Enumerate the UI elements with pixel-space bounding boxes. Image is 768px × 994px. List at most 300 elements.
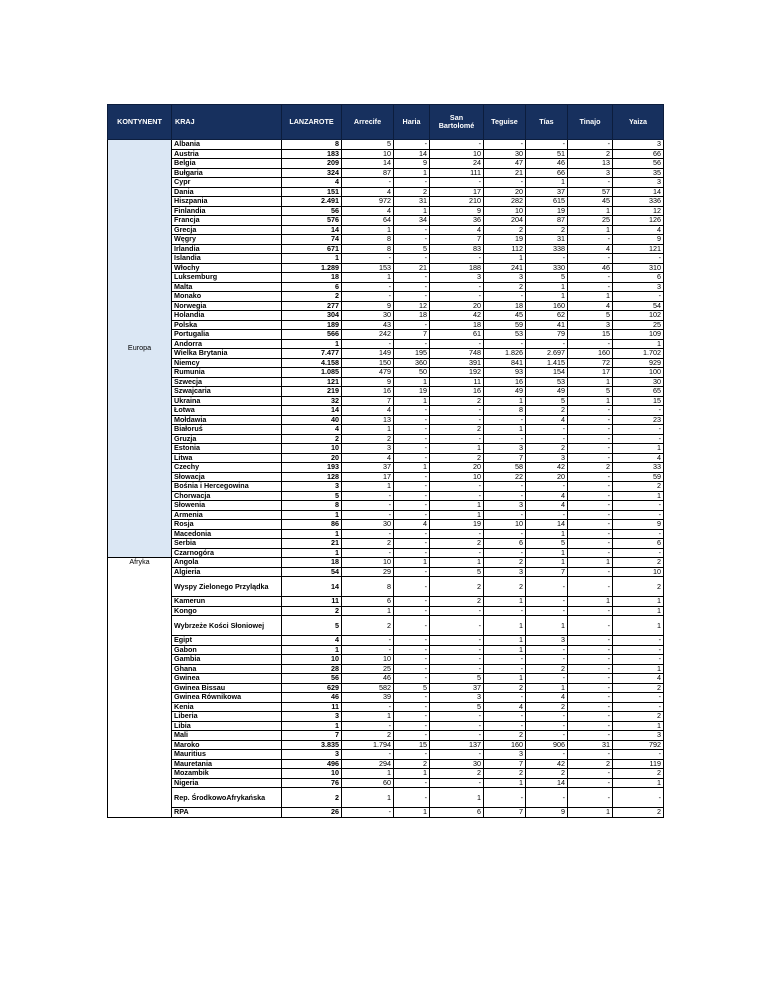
value-cell: 4 <box>613 674 664 684</box>
value-cell: 4 <box>342 453 394 463</box>
value-cell: - <box>342 292 394 302</box>
value-cell: 3 <box>484 444 526 454</box>
total-cell: 5 <box>282 491 342 501</box>
header-tinajo: Tinajo <box>568 105 613 140</box>
total-cell: 4 <box>282 425 342 435</box>
value-cell: - <box>394 434 430 444</box>
value-cell: 2 <box>613 808 664 818</box>
value-cell: 72 <box>568 358 613 368</box>
value-cell: - <box>342 529 394 539</box>
country-cell: Cypr <box>172 178 282 188</box>
value-cell: 1 <box>484 254 526 264</box>
value-cell: - <box>526 788 568 808</box>
table-row <box>108 491 664 501</box>
table-row <box>108 301 664 311</box>
country-cell: Gwinea Bissau <box>172 683 282 693</box>
country-cell: Albania <box>172 140 282 150</box>
value-cell: - <box>568 539 613 549</box>
country-cell: Estonia <box>172 444 282 454</box>
value-cell: 2 <box>526 702 568 712</box>
value-cell: - <box>430 482 484 492</box>
value-cell: 160 <box>568 349 613 359</box>
value-cell: - <box>484 339 526 349</box>
country-cell: Wyspy Zielonego Przylądka <box>172 577 282 597</box>
value-cell: - <box>568 472 613 482</box>
total-cell: 1 <box>282 339 342 349</box>
value-cell: - <box>394 664 430 674</box>
value-cell: 87 <box>342 168 394 178</box>
value-cell: 16 <box>484 377 526 387</box>
value-cell: - <box>526 510 568 520</box>
value-cell: - <box>484 655 526 665</box>
value-cell: - <box>526 712 568 722</box>
table-row <box>108 254 664 264</box>
value-cell: 1.794 <box>342 740 394 750</box>
value-cell: 3 <box>613 140 664 150</box>
value-cell: - <box>394 273 430 283</box>
value-cell: 121 <box>613 244 664 254</box>
total-cell: 5 <box>282 616 342 636</box>
value-cell: 1 <box>613 616 664 636</box>
value-cell: - <box>568 254 613 264</box>
value-cell: 1 <box>484 636 526 646</box>
value-cell: - <box>430 548 484 558</box>
country-cell: Luksemburg <box>172 273 282 283</box>
country-cell: Grecja <box>172 225 282 235</box>
value-cell: 2 <box>342 434 394 444</box>
value-cell: - <box>394 510 430 520</box>
table-row <box>108 463 664 473</box>
table-row <box>108 501 664 511</box>
value-cell: - <box>394 501 430 511</box>
value-cell: 43 <box>342 320 394 330</box>
value-cell: 65 <box>613 387 664 397</box>
table-row <box>108 808 664 818</box>
value-cell: - <box>394 529 430 539</box>
table-row <box>108 197 664 207</box>
total-cell: 2 <box>282 788 342 808</box>
value-cell: 310 <box>613 263 664 273</box>
value-cell: 45 <box>568 197 613 207</box>
country-cell: Finlandia <box>172 206 282 216</box>
value-cell: 79 <box>526 330 568 340</box>
value-cell: - <box>430 434 484 444</box>
country-cell: Gambia <box>172 655 282 665</box>
value-cell: - <box>526 425 568 435</box>
value-cell: - <box>430 655 484 665</box>
value-cell: - <box>568 510 613 520</box>
value-cell: 5 <box>568 387 613 397</box>
country-cell: Irlandia <box>172 244 282 254</box>
value-cell: 21 <box>394 263 430 273</box>
value-cell: - <box>484 415 526 425</box>
total-cell: 121 <box>282 377 342 387</box>
value-cell: 330 <box>526 263 568 273</box>
total-cell: 3 <box>282 750 342 760</box>
value-cell: - <box>342 282 394 292</box>
value-cell: 53 <box>526 377 568 387</box>
header-arrecife: Arrecife <box>342 105 394 140</box>
value-cell: - <box>394 444 430 454</box>
value-cell: - <box>526 254 568 264</box>
value-cell: 2 <box>484 731 526 741</box>
value-cell: 137 <box>430 740 484 750</box>
total-cell: 46 <box>282 693 342 703</box>
country-cell: Dania <box>172 187 282 197</box>
value-cell: 4 <box>568 301 613 311</box>
value-cell: 10 <box>484 520 526 530</box>
value-cell: 3 <box>568 320 613 330</box>
country-cell: Mauretania <box>172 759 282 769</box>
value-cell: - <box>613 434 664 444</box>
country-cell: Ukraina <box>172 396 282 406</box>
value-cell: 2 <box>484 225 526 235</box>
value-cell: 2 <box>430 597 484 607</box>
value-cell: 1 <box>342 273 394 283</box>
country-cell: Czechy <box>172 463 282 473</box>
value-cell: 15 <box>394 740 430 750</box>
table-row <box>108 206 664 216</box>
value-cell: - <box>394 712 430 722</box>
value-cell: 9 <box>613 520 664 530</box>
total-cell: 32 <box>282 396 342 406</box>
total-cell: 219 <box>282 387 342 397</box>
value-cell: 195 <box>394 349 430 359</box>
value-cell: - <box>484 510 526 520</box>
country-cell: Armenia <box>172 510 282 520</box>
country-cell: Mozambik <box>172 769 282 779</box>
value-cell: 1 <box>526 292 568 302</box>
value-cell: - <box>394 577 430 597</box>
value-cell: 31 <box>394 197 430 207</box>
value-cell: 39 <box>342 693 394 703</box>
total-cell: 2 <box>282 606 342 616</box>
value-cell: 4 <box>484 702 526 712</box>
value-cell: - <box>568 683 613 693</box>
value-cell: - <box>342 254 394 264</box>
table-row <box>108 567 664 577</box>
value-cell: 2 <box>526 225 568 235</box>
value-cell: - <box>484 434 526 444</box>
country-cell: Austria <box>172 149 282 159</box>
total-cell: 11 <box>282 702 342 712</box>
value-cell: - <box>568 235 613 245</box>
value-cell: 1 <box>568 396 613 406</box>
value-cell: - <box>430 406 484 416</box>
table-row <box>108 482 664 492</box>
value-cell: - <box>613 655 664 665</box>
value-cell: 1 <box>526 558 568 568</box>
value-cell: 2 <box>484 558 526 568</box>
value-cell: 3 <box>526 636 568 646</box>
value-cell: 8 <box>484 406 526 416</box>
value-cell: 2 <box>568 759 613 769</box>
total-cell: 193 <box>282 463 342 473</box>
table-row <box>108 520 664 530</box>
value-cell: - <box>526 577 568 597</box>
value-cell: 23 <box>613 415 664 425</box>
table-row <box>108 396 664 406</box>
value-cell: 294 <box>342 759 394 769</box>
total-cell: 8 <box>282 501 342 511</box>
value-cell: 4 <box>613 225 664 235</box>
value-cell: - <box>613 693 664 703</box>
value-cell: 154 <box>526 368 568 378</box>
value-cell: - <box>568 529 613 539</box>
value-cell: 1 <box>394 769 430 779</box>
value-cell: 10 <box>342 558 394 568</box>
value-cell: 1 <box>430 444 484 454</box>
table-row <box>108 330 664 340</box>
value-cell: 66 <box>526 168 568 178</box>
value-cell: - <box>526 645 568 655</box>
value-cell: 9 <box>526 808 568 818</box>
value-cell: 792 <box>613 740 664 750</box>
table-row <box>108 282 664 292</box>
total-cell: 14 <box>282 406 342 416</box>
value-cell: 336 <box>613 197 664 207</box>
country-cell: Mali <box>172 731 282 741</box>
value-cell: 1 <box>613 491 664 501</box>
value-cell: 4 <box>568 244 613 254</box>
value-cell: 3 <box>342 444 394 454</box>
value-cell: - <box>342 501 394 511</box>
value-cell: 7 <box>484 453 526 463</box>
value-cell: 6 <box>342 597 394 607</box>
value-cell: 1 <box>342 606 394 616</box>
value-cell: - <box>484 292 526 302</box>
value-cell: 160 <box>484 740 526 750</box>
table-row <box>108 702 664 712</box>
value-cell: 42 <box>526 759 568 769</box>
value-cell: - <box>394 788 430 808</box>
country-cell: Libia <box>172 721 282 731</box>
value-cell: - <box>394 721 430 731</box>
value-cell: 59 <box>484 320 526 330</box>
value-cell: - <box>394 702 430 712</box>
value-cell: 2 <box>430 396 484 406</box>
total-cell: 3 <box>282 712 342 722</box>
table-row <box>108 244 664 254</box>
country-cell: RPA <box>172 808 282 818</box>
value-cell: - <box>526 339 568 349</box>
table-row <box>108 140 664 150</box>
value-cell: 5 <box>568 311 613 321</box>
value-cell: 41 <box>526 320 568 330</box>
value-cell: - <box>613 510 664 520</box>
total-cell: 8 <box>282 140 342 150</box>
table-row <box>108 292 664 302</box>
value-cell: - <box>568 606 613 616</box>
value-cell: 19 <box>484 235 526 245</box>
country-cell: Algieria <box>172 567 282 577</box>
value-cell: 1 <box>394 377 430 387</box>
value-cell: 6 <box>484 539 526 549</box>
value-cell: - <box>484 491 526 501</box>
value-cell: - <box>484 178 526 188</box>
value-cell: - <box>613 529 664 539</box>
value-cell: 929 <box>613 358 664 368</box>
country-cell: Portugalia <box>172 330 282 340</box>
value-cell: 149 <box>342 349 394 359</box>
value-cell: 30 <box>484 149 526 159</box>
value-cell: - <box>484 693 526 703</box>
value-cell: 19 <box>526 206 568 216</box>
value-cell: 2 <box>342 539 394 549</box>
country-cell: Islandia <box>172 254 282 264</box>
value-cell: 1 <box>613 778 664 788</box>
total-cell: 277 <box>282 301 342 311</box>
value-cell: - <box>394 178 430 188</box>
table-row <box>108 712 664 722</box>
total-cell: 2.491 <box>282 197 342 207</box>
value-cell: 18 <box>430 320 484 330</box>
value-cell: 7 <box>526 567 568 577</box>
value-cell: 102 <box>613 311 664 321</box>
table-row <box>108 769 664 779</box>
value-cell: 3 <box>484 750 526 760</box>
value-cell: - <box>394 339 430 349</box>
value-cell: - <box>430 721 484 731</box>
value-cell: - <box>568 501 613 511</box>
country-cell: Słowacja <box>172 472 282 482</box>
value-cell: 58 <box>484 463 526 473</box>
value-cell: 1 <box>613 606 664 616</box>
value-cell: 16 <box>430 387 484 397</box>
total-cell: 10 <box>282 444 342 454</box>
country-cell: Mołdawia <box>172 415 282 425</box>
table-row <box>108 597 664 607</box>
value-cell: - <box>394 616 430 636</box>
value-cell: 6 <box>430 808 484 818</box>
value-cell: 11 <box>430 377 484 387</box>
table-row <box>108 339 664 349</box>
value-cell: 53 <box>484 330 526 340</box>
value-cell: 2 <box>484 769 526 779</box>
value-cell: - <box>568 664 613 674</box>
value-cell: 35 <box>613 168 664 178</box>
value-cell: - <box>568 282 613 292</box>
country-cell: Kamerun <box>172 597 282 607</box>
value-cell: 17 <box>342 472 394 482</box>
value-cell: - <box>394 655 430 665</box>
total-cell: 566 <box>282 330 342 340</box>
value-cell: - <box>568 453 613 463</box>
value-cell: - <box>613 636 664 646</box>
total-cell: 2 <box>282 434 342 444</box>
value-cell: - <box>526 731 568 741</box>
value-cell: 1 <box>430 510 484 520</box>
value-cell: 10 <box>484 206 526 216</box>
value-cell: 1 <box>526 178 568 188</box>
country-cell: Serbia <box>172 539 282 549</box>
total-cell: 1 <box>282 529 342 539</box>
value-cell: 1 <box>613 339 664 349</box>
value-cell: 841 <box>484 358 526 368</box>
value-cell: 126 <box>613 216 664 226</box>
value-cell: 15 <box>613 396 664 406</box>
country-cell: Chorwacja <box>172 491 282 501</box>
value-cell: - <box>568 788 613 808</box>
value-cell: 2 <box>613 558 664 568</box>
value-cell: - <box>394 254 430 264</box>
value-cell: - <box>568 702 613 712</box>
value-cell: - <box>342 636 394 646</box>
value-cell: 2 <box>568 149 613 159</box>
value-cell: 100 <box>613 368 664 378</box>
country-cell: Belgia <box>172 159 282 169</box>
value-cell: 4 <box>613 453 664 463</box>
value-cell: 25 <box>342 664 394 674</box>
value-cell: 46 <box>342 674 394 684</box>
total-cell: 189 <box>282 320 342 330</box>
table-row <box>108 406 664 416</box>
value-cell: 10 <box>613 567 664 577</box>
value-cell: 12 <box>613 206 664 216</box>
value-cell: 42 <box>526 463 568 473</box>
table-row <box>108 529 664 539</box>
table-row <box>108 387 664 397</box>
table-row <box>108 606 664 616</box>
value-cell: 4 <box>526 491 568 501</box>
value-cell: - <box>394 225 430 235</box>
value-cell: 19 <box>394 387 430 397</box>
table-row <box>108 263 664 273</box>
value-cell: 119 <box>613 759 664 769</box>
value-cell: 112 <box>484 244 526 254</box>
table-row <box>108 731 664 741</box>
total-cell: 3.835 <box>282 740 342 750</box>
value-cell: 2.697 <box>526 349 568 359</box>
value-cell: - <box>394 597 430 607</box>
table-row <box>108 740 664 750</box>
value-cell: 46 <box>568 263 613 273</box>
total-cell: 629 <box>282 683 342 693</box>
value-cell: 20 <box>430 301 484 311</box>
header-kraj: KRAJ <box>172 105 282 140</box>
table-row <box>108 358 664 368</box>
value-cell: 5 <box>526 396 568 406</box>
value-cell: - <box>613 292 664 302</box>
value-cell: 1 <box>394 396 430 406</box>
value-cell: 1.415 <box>526 358 568 368</box>
value-cell: 10 <box>430 472 484 482</box>
table-row <box>108 216 664 226</box>
value-cell: - <box>568 444 613 454</box>
country-cell: Angola <box>172 558 282 568</box>
value-cell: 50 <box>394 368 430 378</box>
value-cell: - <box>342 808 394 818</box>
value-cell: 13 <box>568 159 613 169</box>
table-row <box>108 788 664 808</box>
value-cell: - <box>568 693 613 703</box>
value-cell: 29 <box>342 567 394 577</box>
value-cell: 16 <box>342 387 394 397</box>
country-cell: Białoruś <box>172 425 282 435</box>
value-cell: - <box>394 491 430 501</box>
total-cell: 1 <box>282 645 342 655</box>
country-cell: Liberia <box>172 712 282 722</box>
value-cell: 10 <box>430 149 484 159</box>
value-cell: 2 <box>394 187 430 197</box>
value-cell: 4 <box>526 501 568 511</box>
total-cell: 56 <box>282 674 342 684</box>
value-cell: 1 <box>430 788 484 808</box>
value-cell: - <box>613 406 664 416</box>
value-cell: 15 <box>568 330 613 340</box>
value-cell: - <box>394 731 430 741</box>
value-cell: - <box>430 712 484 722</box>
